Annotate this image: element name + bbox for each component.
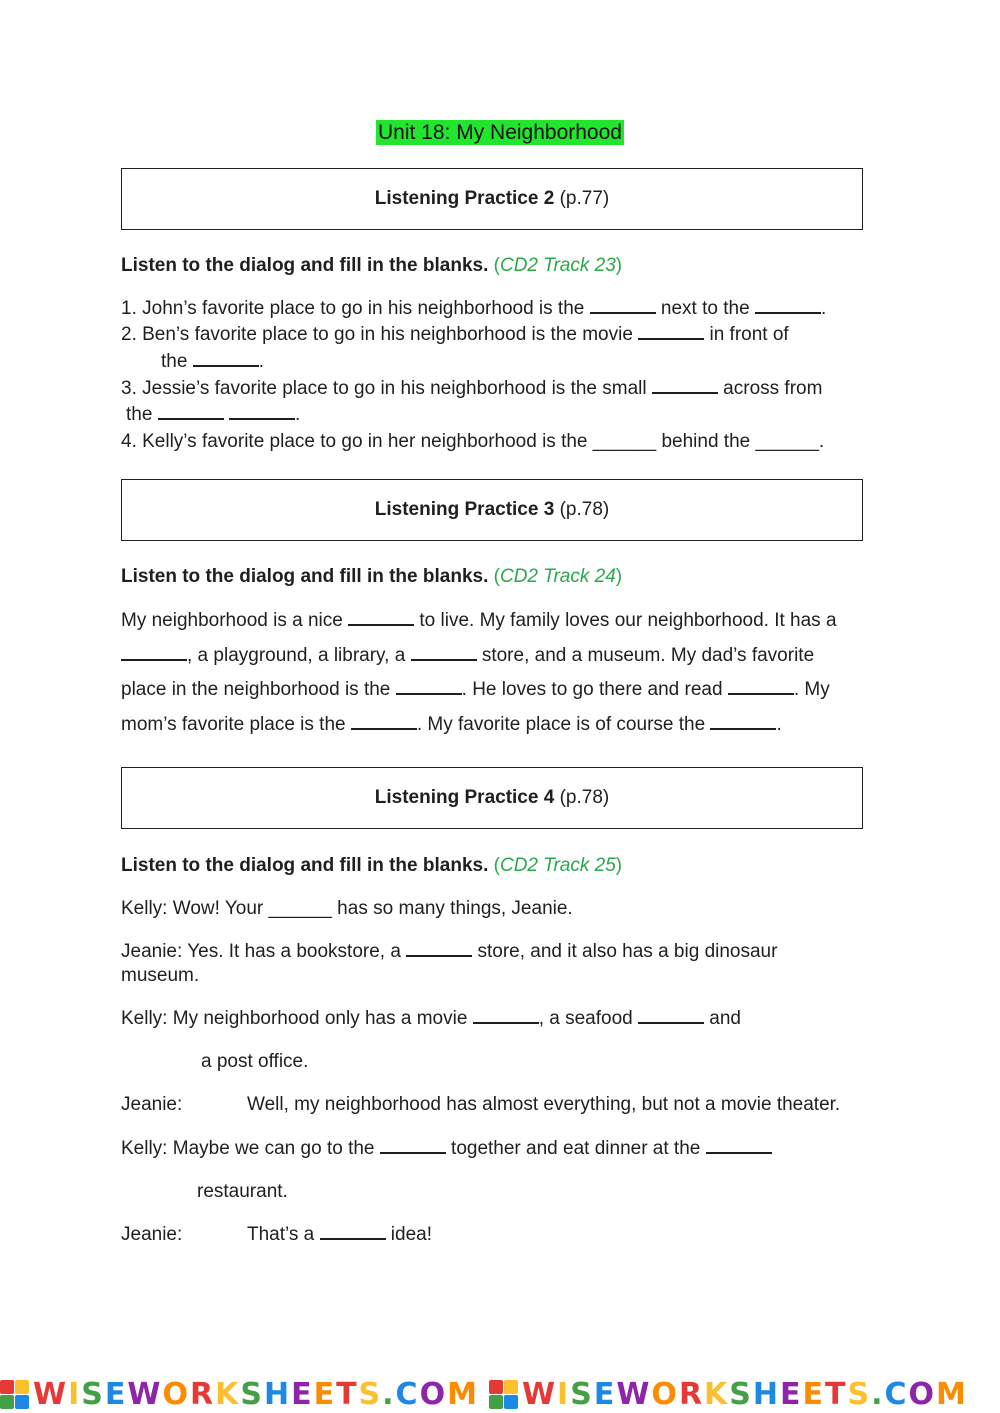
lp3-line-3: place in the neighborhood is the . He loves to go there and read . My: [121, 679, 830, 700]
answer-blank[interactable]: [755, 298, 821, 314]
answer-blank[interactable]: [193, 351, 259, 367]
watermark-1: [0, 1377, 479, 1412]
lp3-line-1: My neighborhood is a nice to live. My family loves our neighborhood. It has a: [121, 610, 837, 631]
answer-blank[interactable]: [638, 324, 704, 340]
lp3-line-2: , a playground, a library, a store, and a museum. My dad’s favorite: [121, 645, 814, 667]
answer-blank[interactable]: [380, 1138, 446, 1154]
track-label: CD2 Track 23: [499, 255, 616, 276]
instruction-lp4: Listen to the dialog and fill in the blanks. (CD2 Track 25): [121, 855, 623, 876]
answer-blank[interactable]: [348, 610, 414, 626]
instruction-text: Listen to the dialog and fill in the blanks.: [121, 566, 489, 587]
answer-blank[interactable]: [652, 378, 718, 394]
answer-blank[interactable]: [473, 1008, 539, 1024]
answer-blank[interactable]: [121, 645, 187, 661]
footer-watermark: [0, 1376, 1000, 1413]
section-heading: Listening Practice 4: [374, 787, 555, 808]
answer-blank[interactable]: [320, 1224, 386, 1240]
lp2-item-1: 1. John’s favorite place to go in his neighborhood is the next to the .: [121, 298, 827, 319]
instruction-text: Listen to the dialog and fill in the blanks.: [121, 855, 489, 876]
section-header-lp2: [121, 168, 863, 230]
dialog-line-6: Jeanie: That’s a idea!: [121, 1224, 433, 1245]
watermark-text: WISEWORKSHEETS.COM: [521, 1377, 968, 1412]
dialog-line-3-cont: a post office.: [201, 1051, 309, 1072]
answer-blank[interactable]: [728, 679, 794, 695]
instruction-lp3: Listen to the dialog and fill in the blanks. (CD2 Track 24): [121, 566, 623, 587]
lp2-item-2-cont: the .: [161, 351, 264, 372]
lp2-item-3-cont: the .: [126, 404, 301, 425]
section-page: (p.77): [559, 188, 610, 209]
dialog-line-2-cont: museum.: [121, 965, 200, 986]
dialog-line-3: Kelly: My neighborhood only has a movie , a seafood and: [121, 1008, 741, 1029]
page-title: [0, 121, 1000, 145]
track-label: CD2 Track 25: [499, 855, 616, 876]
section-page: (p.78): [559, 787, 610, 808]
answer-blank[interactable]: [638, 1008, 704, 1024]
lp2-item-4: 4. Kelly’s favorite place to go in her neighborhood is the ______ behind the ______.: [121, 431, 825, 452]
dialog-line-2: Jeanie: Yes. It has a bookstore, a store, and it also has a big dinosaur: [121, 941, 778, 962]
lp2-item-3: 3. Jessie’s favorite place to go in his neighborhood is the small across from: [121, 378, 823, 399]
answer-blank[interactable]: [590, 298, 656, 314]
section-header-lp3: [121, 479, 863, 541]
answer-blank[interactable]: [406, 941, 472, 957]
dialog-line-4: Jeanie: Well, my neighborhood has almost everything, but not a movie theater.: [121, 1094, 841, 1115]
answer-blank[interactable]: [710, 714, 776, 730]
track-label: CD2 Track 24: [499, 566, 616, 587]
logo-icon: [0, 1380, 29, 1409]
section-page: (p.78): [559, 499, 610, 520]
instruction-text: Listen to the dialog and fill in the blanks.: [121, 255, 489, 276]
answer-blank[interactable]: [158, 404, 224, 420]
instruction-lp2: Listen to the dialog and fill in the blanks. (CD2 Track 23): [121, 255, 623, 276]
section-heading: Listening Practice 2: [374, 188, 555, 209]
dialog-line-5: Kelly: Maybe we can go to the together and eat dinner at the: [121, 1138, 772, 1160]
section-header-lp4: [121, 767, 863, 829]
answer-blank[interactable]: [396, 679, 462, 695]
answer-blank[interactable]: [411, 645, 477, 661]
lp2-item-2: 2. Ben’s favorite place to go in his neighborhood is the movie in front of: [121, 324, 789, 345]
lp3-line-4: mom’s favorite place is the . My favorite place is of course the .: [121, 714, 782, 735]
watermark-2: [489, 1377, 968, 1412]
dialog-line-5-cont: restaurant.: [197, 1181, 288, 1202]
answer-blank[interactable]: [351, 714, 417, 730]
section-heading: Listening Practice 3: [374, 499, 555, 520]
title-text: Unit 18: My Neighborhood: [378, 121, 622, 144]
answer-blank[interactable]: [706, 1138, 772, 1154]
logo-icon: [489, 1380, 518, 1409]
answer-blank[interactable]: [229, 404, 295, 420]
dialog-line-1: Kelly: Wow! Your ______ has so many things, Jeanie.: [121, 898, 573, 919]
watermark-text: WISEWORKSHEETS.COM: [33, 1377, 479, 1412]
